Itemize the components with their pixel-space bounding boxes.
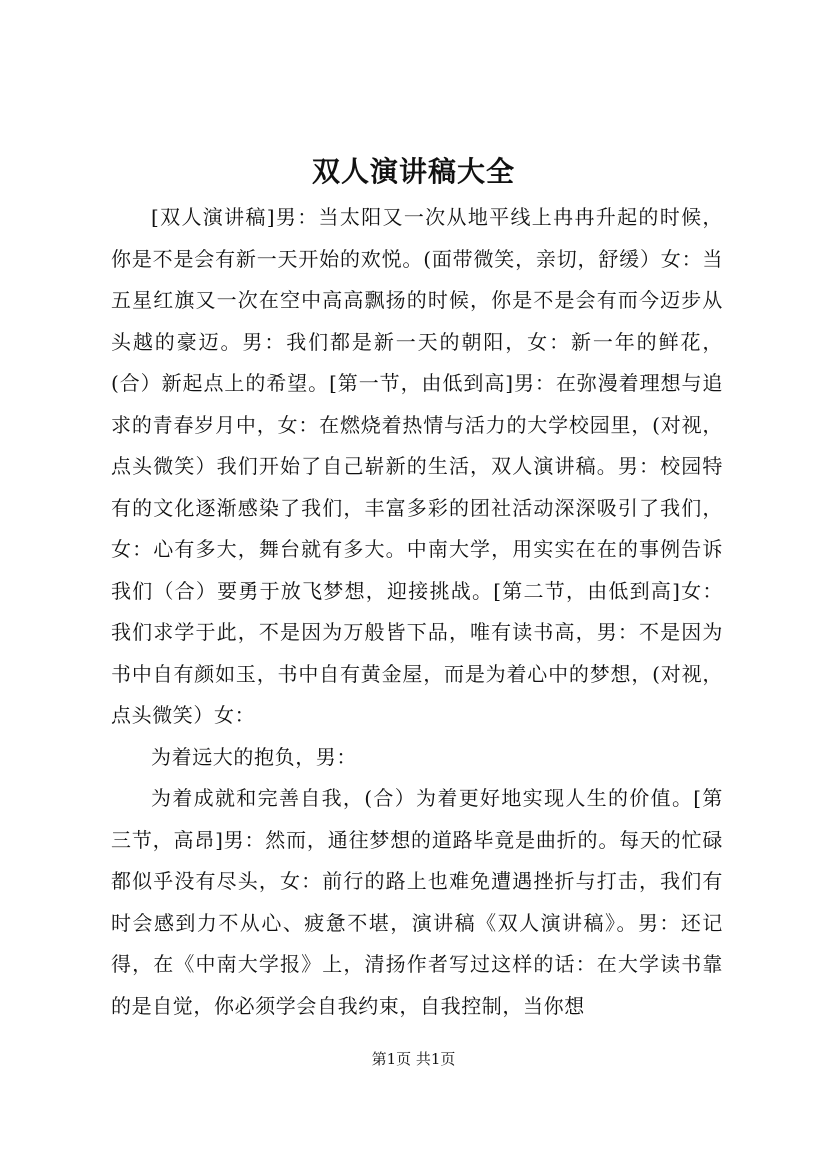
paragraph-1: [双人演讲稿]男：当太阳又一次从地平线上冉冉升起的时候，你是不是会有新一天开始的欢悦。(面带微笑，亲切，舒缓）女：当五星红旗又一次在空中高高飘扬的时候，你是不是会有而今迈步从头越的豪迈。男：我们都是新一天的朝阳，女：新一年的鲜花，(合）新起点上的希望。[第一节，由低到高]男：在弥漫着理想与追求的青春岁月中，女：在燃烧着热情与活力的大学校园里，(对视，点头微笑）我们开始了自己崭新的生活，双人演讲稿。男：校园特有的文化逐渐感染了我们，丰富多彩的团社活动深深吸引了我们，女：心有多大，舞台就有多大。中南大学，用实实在在的事例告诉我们（合）要勇于放飞梦想，迎接挑战。[第二节，由低到高]女：我们求学于此，不是因为万般皆下品，唯有读书高，男：不是因为书中自有颜如玉，书中自有黄金屋，而是为着心中的梦想，(对视，点头微笑）女： — [111, 205, 723, 727]
paragraph-3: 为着成就和完善自我，(合）为着更好地实现人生的价值。[第三节，高昂]男：然而，通往梦想的道路毕竟是曲折的。每天的忙碌都似乎没有尽头，女：前行的路上也难免遭遇挫折与打击，我们有时会感到力不从心、疲惫不堪，演讲稿《双人演讲稿》。男：还记得，在《中南大学报》上，清扬作者写过这样的话：在大学读书靠的是自觉，你必须学会自我约束，自我控制，当你想 — [111, 786, 723, 1018]
document-body — [111, 197, 723, 1027]
paragraph-2: 为着远大的抱负，男： — [151, 744, 357, 769]
document-title: 双人演讲稿大全 — [311, 155, 515, 188]
page-footer: 第1页 共1页 — [371, 1050, 456, 1068]
